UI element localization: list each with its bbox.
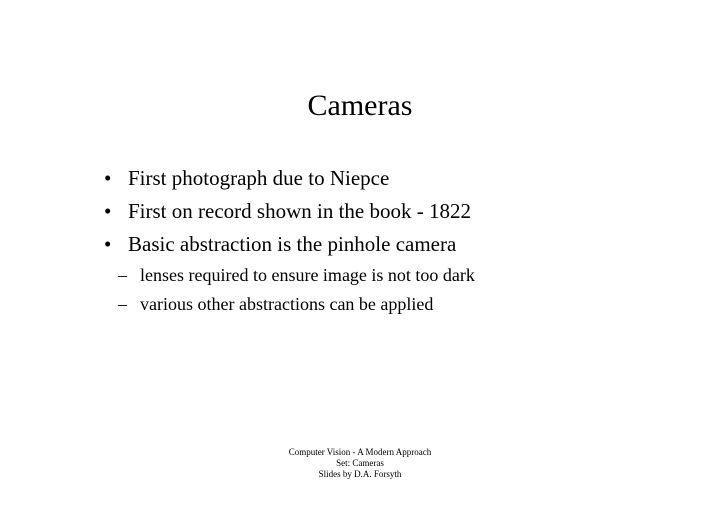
bullet-marker: • — [104, 232, 112, 256]
sub-bullet-text: various other abstractions can be applied — [140, 294, 434, 314]
bullet-text: First on record shown in the book - 1822 — [128, 199, 471, 223]
sub-bullet-list — [114, 261, 481, 319]
sub-bullet-group — [104, 261, 475, 319]
bullet-item — [104, 162, 471, 195]
bullet-marker: • — [104, 199, 112, 223]
sub-bullet-item — [114, 261, 481, 290]
bullet-marker: • — [104, 166, 112, 190]
sub-bullet-marker: – — [118, 265, 127, 285]
bullet-list — [104, 162, 475, 319]
footer-author-line: Slides by D.A. Forsyth — [318, 469, 402, 479]
footer-set-line: Set: Cameras — [336, 458, 384, 468]
sub-bullet-item — [114, 290, 481, 319]
bullet-item — [104, 195, 471, 228]
bullet-text: Basic abstraction is the pinhole camera — [128, 232, 457, 256]
bullet-item — [104, 228, 471, 261]
slide-footer — [0, 447, 720, 480]
footer-course-line: Computer Vision - A Modern Approach — [288, 447, 432, 457]
bullet-text: First photograph due to Niepce — [128, 166, 390, 190]
slide-title: Cameras — [307, 89, 413, 122]
sub-bullet-text: lenses required to ensure image is not too dark — [140, 265, 475, 285]
sub-bullet-marker: – — [118, 294, 127, 314]
